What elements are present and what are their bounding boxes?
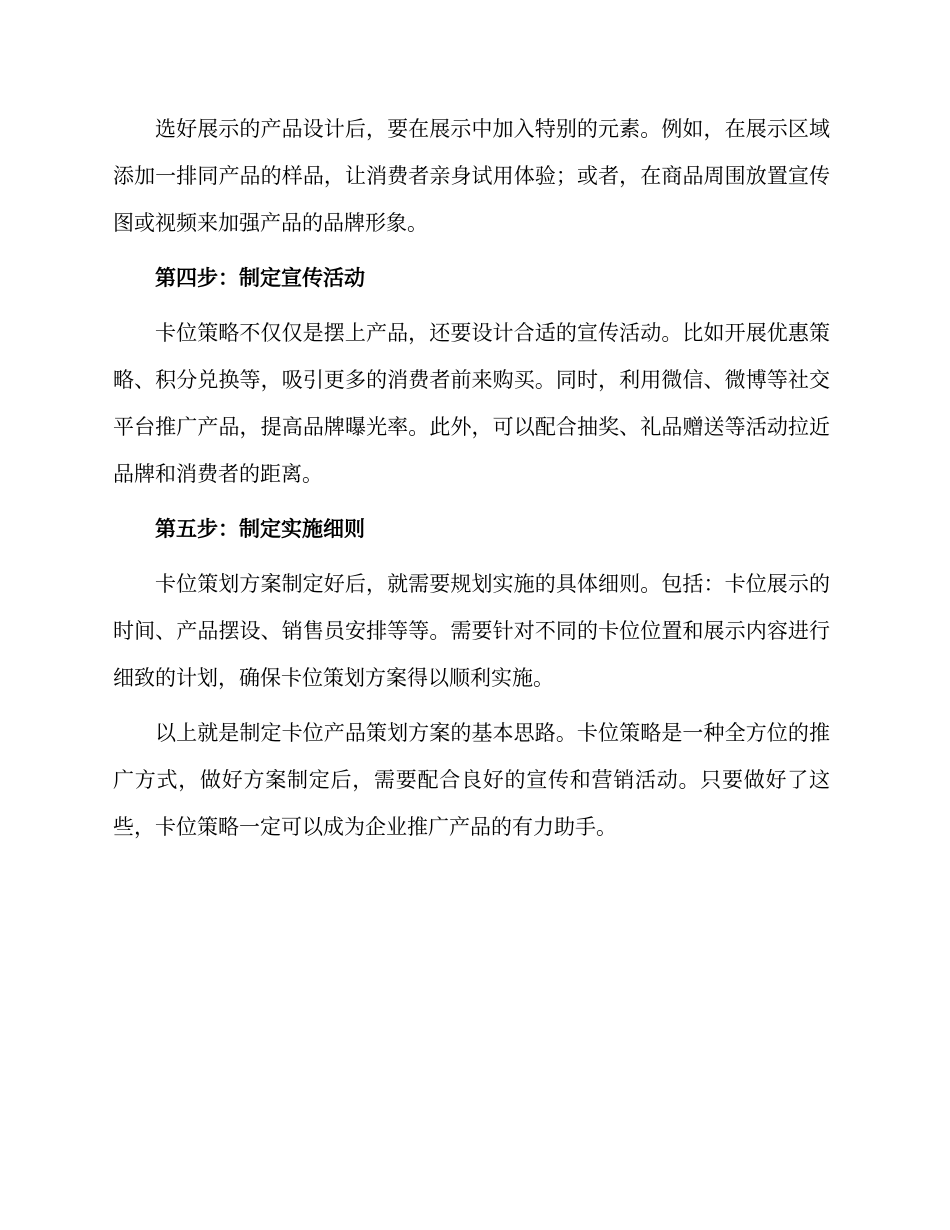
document-body — [113, 106, 830, 859]
paragraph-conclusion: 以上就是制定卡位产品策划方案的基本思路。卡位策略是一种全方位的推广方式，做好方案制定后，需要配合良好的宣传和营销活动。只要做好了这些，卡位策略一定可以成为企业推广产品的有力助手。 — [113, 721, 830, 839]
heading-step-four: 第四步：制定宣传活动 — [155, 266, 365, 290]
paragraph-product-elements: 选好展示的产品设计后，要在展示中加入特别的元素。例如，在展示区域添加一排同产品的样品，让消费者亲身试用体验；或者，在商品周围放置宣传图或视频来加强产品的品牌形象。 — [113, 117, 830, 235]
paragraph-implementation-details: 卡位策划方案制定好后，就需要规划实施的具体细则。包括：卡位展示的时间、产品摆设、销售员安排等等。需要针对不同的卡位位置和展示内容进行细致的计划，确保卡位策划方案得以顺利实施。 — [113, 572, 830, 690]
paragraph-promotion-activities: 卡位策略不仅仅是摆上产品，还要设计合适的宣传活动。比如开展优惠策略、积分兑换等，吸引更多的消费者前来购买。同时，利用微信、微博等社交平台推广产品，提高品牌曝光率。此外，可以配合抽奖、礼品赠送等活动拉近品牌和消费者的距离。 — [113, 321, 830, 486]
heading-step-five: 第五步：制定实施细则 — [155, 517, 365, 541]
